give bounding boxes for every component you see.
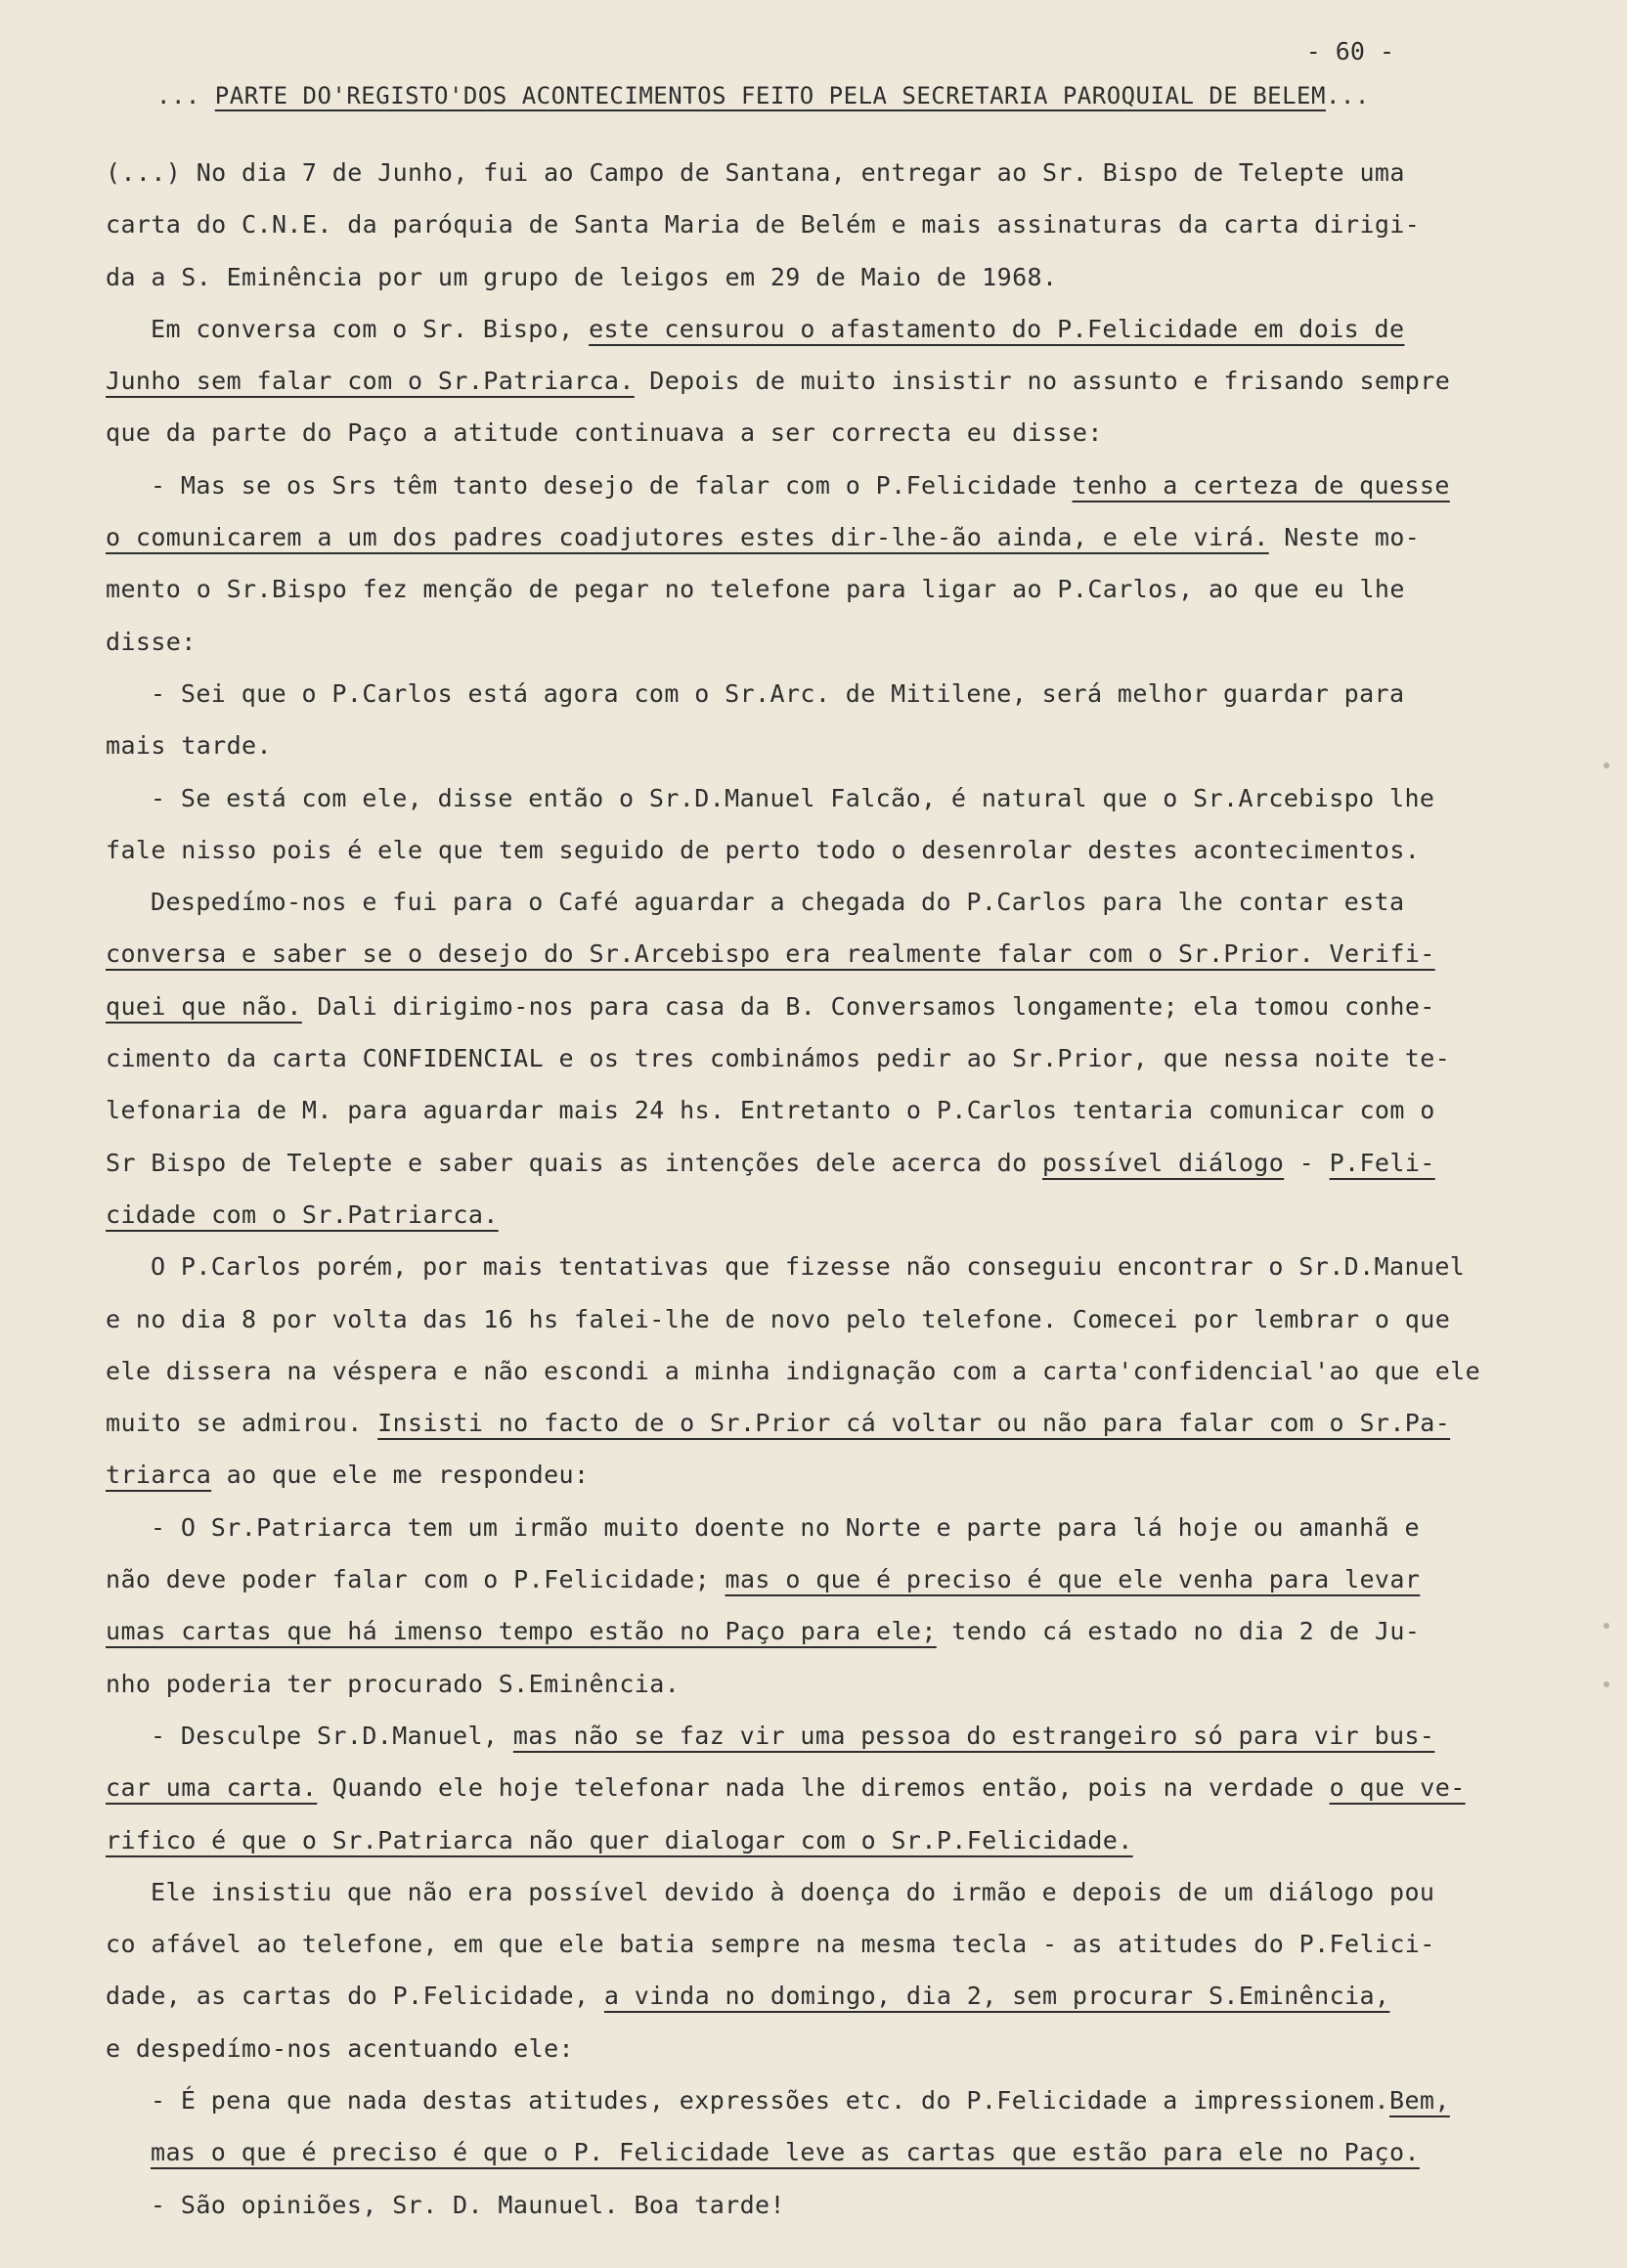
- underlined-text: tenho a certeza de quesse: [1072, 470, 1450, 500]
- text-segment: Depois de muito insistir no assunto e frisando sempre: [634, 367, 1451, 396]
- text-segment: carta do C.N.E. da paróquia de Santa Maria de Belém e mais assinaturas da carta dirigi-: [106, 210, 1421, 240]
- text-line: [106, 1918, 1494, 1970]
- document-body: [106, 147, 1494, 2231]
- text-line: [106, 616, 1494, 668]
- underlined-text: mas o que é preciso é que ele venha para levar: [725, 1565, 1421, 1594]
- text-segment: fale nisso pois é ele que tem seguido de perto todo o desenrolar destes acontecimentos.: [106, 835, 1421, 864]
- text-segment: disse:: [106, 627, 197, 656]
- text-line: [106, 1084, 1494, 1136]
- text-segment: mais tarde.: [106, 731, 272, 761]
- underlined-text: conversa e saber se o desejo do Sr.Arcebispo era realmente falar com o Sr.Prior. Verifi-: [106, 939, 1435, 969]
- page-number: - 60 -: [1305, 37, 1394, 65]
- text-segment: Em conversa com o Sr. Bispo,: [151, 314, 590, 343]
- text-segment: ele dissera na véspera e não escondi a minha indignação com a carta'confidencial'ao que ele: [106, 1356, 1481, 1385]
- text-segment: tendo cá estado no dia 2 de Ju-: [936, 1617, 1421, 1646]
- text-segment: muito se admirou.: [106, 1409, 378, 1438]
- underlined-text: mas não se faz vir uma pessoa do estrangeiro só para vir bus-: [512, 1721, 1435, 1750]
- text-line: [106, 981, 1494, 1032]
- text-segment: - Desculpe Sr.D.Manuel,: [151, 1721, 513, 1750]
- text-segment: - O Sr.Patriarca tem um irmão muito doente no Norte e parte para lá hoje ou amanhã e: [151, 1512, 1420, 1542]
- text-segment: Dali dirigimo-nos para casa da B. Conversamos longamente; ela tomou conhe-: [301, 991, 1435, 1021]
- scan-mark: [1604, 1623, 1609, 1629]
- text-line: [106, 1970, 1494, 2022]
- text-line: [106, 668, 1494, 720]
- text-line: [106, 198, 1494, 250]
- text-line: [106, 1502, 1494, 1553]
- text-line: [106, 1345, 1494, 1397]
- scan-mark: [1604, 763, 1609, 768]
- text-segment: e despedímo-nos acentuando ele:: [106, 2033, 574, 2063]
- text-line: [106, 459, 1494, 511]
- text-line: [106, 1866, 1494, 1918]
- underlined-text: quei que não.: [106, 991, 302, 1021]
- text-line: [106, 2126, 1494, 2178]
- underlined-text: triarca: [106, 1461, 212, 1490]
- scan-mark: [1604, 1681, 1609, 1687]
- text-segment: co afável ao telefone, em que ele batia sempre na mesma tecla - as atitudes do P.Felici-: [106, 1930, 1435, 1959]
- text-segment: Quando ele hoje telefonar nada lhe diremos então, pois na verdade: [317, 1773, 1330, 1803]
- header-title: PARTE DO'REGISTO'DOS ACONTECIMENTOS FEITO PELA SECRETARIA PAROQUIAL DE BELEM: [214, 82, 1326, 109]
- text-line: [106, 720, 1494, 771]
- text-line: [106, 824, 1494, 876]
- text-line: [106, 303, 1494, 355]
- underlined-text: car uma carta.: [106, 1773, 318, 1803]
- underlined-text: cidade com o Sr.Patriarca.: [106, 1199, 499, 1229]
- text-segment: lefonaria de M. para aguardar mais 24 hs. Entretanto o P.Carlos tentaria comunicar com o: [106, 1096, 1435, 1125]
- text-line: [106, 1762, 1494, 1813]
- text-line: [106, 407, 1494, 458]
- text-segment: O P.Carlos porém, por mais tentativas que fizesse não conseguiu encontrar o Sr.D.Manuel: [151, 1252, 1466, 1282]
- text-segment: Ele insistiu que não era possível devido à doença do irmão e depois de um diálogo pou: [151, 1877, 1435, 1906]
- text-segment: dade, as cartas do P.Felicidade,: [106, 1982, 604, 2011]
- underlined-text: Bem,: [1389, 2085, 1450, 2115]
- text-segment: (...) No dia 7 de Junho, fui ao Campo de Santana, entregar ao Sr. Bispo de Telepte uma: [106, 158, 1405, 187]
- text-segment: - É pena que nada destas atitudes, expressões etc. do P.Felicidade a impressionem.: [151, 2085, 1390, 2115]
- text-line: [106, 511, 1494, 563]
- text-segment: mento o Sr.Bispo fez menção de pegar no telefone para ligar ao P.Carlos, ao que eu lhe: [106, 575, 1405, 604]
- text-line: [106, 1814, 1494, 1866]
- underlined-text: Insisti no facto de o Sr.Prior cá voltar ou não para falar com o Sr.Pa-: [377, 1409, 1451, 1438]
- text-segment: - Sei que o P.Carlos está agora com o Sr.Arc. de Mitilene, será melhor guardar para: [151, 678, 1405, 708]
- text-line: [106, 355, 1494, 407]
- text-line: [106, 772, 1494, 824]
- text-line: [106, 1605, 1494, 1657]
- text-segment: e no dia 8 por volta das 16 hs falei-lhe de novo pelo telefone. Comecei por lembrar o que: [106, 1304, 1451, 1333]
- underlined-text: a vinda no domingo, dia 2, sem procurar S.Eminência,: [603, 1982, 1390, 2011]
- text-line: [106, 1241, 1494, 1292]
- text-line: [106, 1449, 1494, 1501]
- underlined-text: mas o que é preciso é que o P. Felicidade leve as cartas que estão para ele no Paço.: [151, 2138, 1420, 2167]
- underlined-text: o que ve-: [1329, 1773, 1466, 1803]
- text-segment: da a S. Eminência por um grupo de leigos em 29 de Maio de 1968.: [106, 262, 1058, 291]
- underlined-text: este censurou o afastamento do P.Felicidade em dois de: [589, 314, 1405, 343]
- text-segment: -: [1284, 1148, 1330, 1177]
- text-line: [106, 1553, 1494, 1605]
- underlined-text: rifico é que o Sr.Patriarca não quer dialogar com o Sr.P.Felicidade.: [106, 1825, 1133, 1854]
- text-line: [106, 251, 1494, 303]
- text-line: [106, 563, 1494, 615]
- text-line: [106, 1032, 1494, 1084]
- underlined-text: umas cartas que há imenso tempo estão no Paço para ele;: [106, 1617, 937, 1646]
- text-segment: - Mas se os Srs têm tanto desejo de falar com o P.Felicidade: [151, 470, 1073, 500]
- text-segment: Sr Bispo de Telepte e saber quais as intenções dele acerca do: [106, 1148, 1042, 1177]
- document-header: [156, 82, 1447, 109]
- text-line: [106, 2023, 1494, 2074]
- text-line: [106, 1137, 1494, 1189]
- header-suffix: ...: [1325, 82, 1370, 109]
- underlined-text: possível diálogo: [1041, 1148, 1285, 1177]
- underlined-text: o comunicarem a um dos padres coadjutores estes dir-lhe-ão ainda, e ele virá.: [106, 523, 1269, 552]
- text-segment: não deve poder falar com o P.Felicidade;: [106, 1565, 726, 1594]
- underlined-text: P.Feli-: [1329, 1148, 1435, 1177]
- text-segment: - São opiniões, Sr. D. Maunuel. Boa tarde!: [151, 2190, 785, 2219]
- text-line: [106, 1293, 1494, 1345]
- text-line: [106, 876, 1494, 928]
- text-segment: Despedímo-nos e fui para o Café aguardar a chegada do P.Carlos para lhe contar esta: [151, 888, 1405, 917]
- text-line: [106, 2179, 1494, 2231]
- text-line: [106, 1658, 1494, 1710]
- text-line: [106, 2074, 1494, 2126]
- text-line: [106, 928, 1494, 980]
- text-line: [106, 1710, 1494, 1762]
- text-segment: - Se está com ele, disse então o Sr.D.Manuel Falcão, é natural que o Sr.Arcebispo lhe: [151, 783, 1435, 812]
- header-prefix: ...: [156, 82, 215, 109]
- underlined-text: Junho sem falar com o Sr.Patriarca.: [106, 367, 635, 396]
- text-line: [106, 1189, 1494, 1241]
- text-segment: que da parte do Paço a atitude continuava a ser correcta eu disse:: [106, 418, 1103, 448]
- text-line: [106, 147, 1494, 198]
- text-segment: nho poderia ter procurado S.Eminência.: [106, 1669, 681, 1698]
- text-line: [106, 1397, 1494, 1449]
- text-segment: Neste mo-: [1268, 523, 1421, 552]
- text-segment: cimento da carta CONFIDENCIAL e os tres combinámos pedir ao Sr.Prior, que nessa noite te-: [106, 1044, 1451, 1073]
- text-segment: ao que ele me respondeu:: [211, 1461, 590, 1490]
